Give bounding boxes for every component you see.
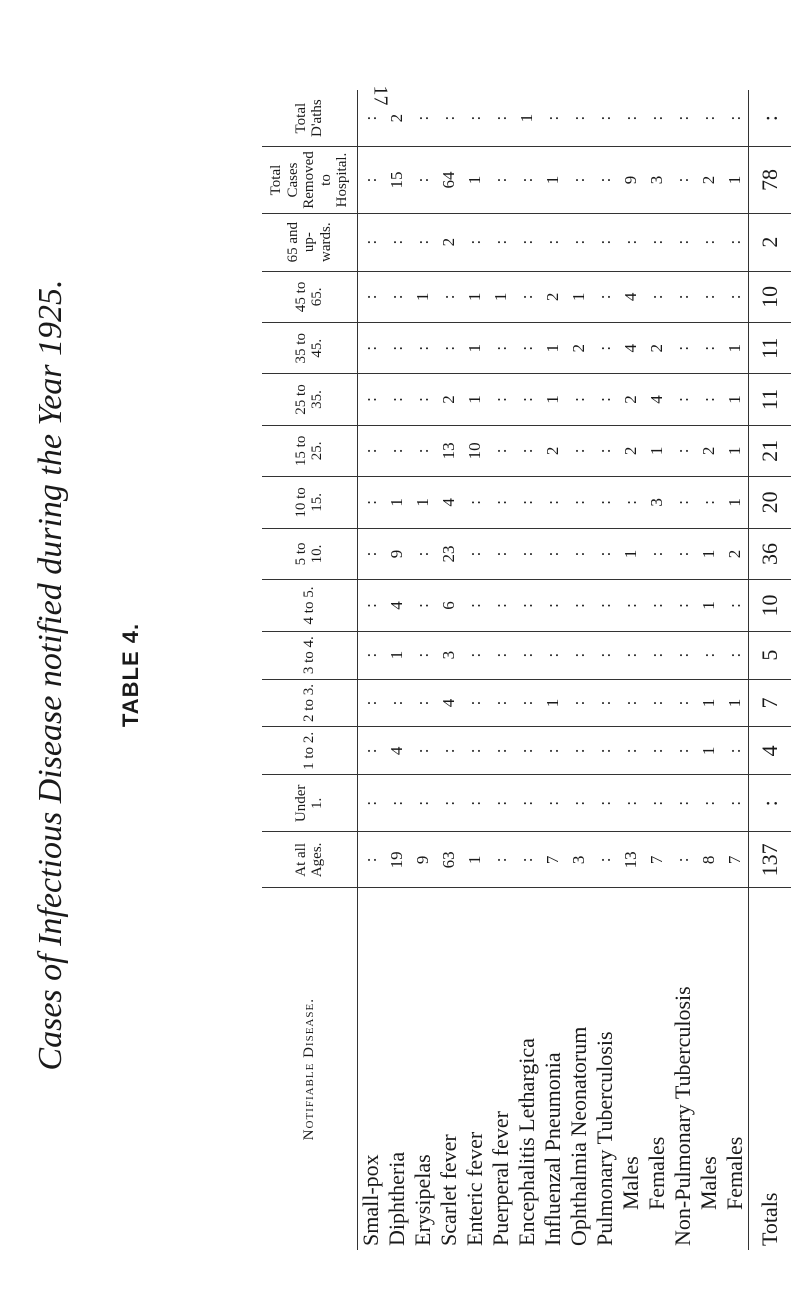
table-cell: : [592,477,618,529]
table-cell: : [592,271,618,323]
table-cell: : [514,528,540,580]
table-cell: : [462,528,488,580]
table-cell: : [462,213,488,271]
table-cell: : [410,147,436,213]
table-cell: : [670,147,696,213]
table-cell: 4 [384,727,410,775]
table-cell: : [670,90,696,147]
totals-cell: 11 [748,323,791,374]
totals-cell: 20 [748,477,791,529]
table-cell: 1 [514,90,540,147]
table-cell: 1 [696,679,722,727]
table-cell: : [696,631,722,679]
table-cell: 1 [384,477,410,529]
table-cell: : [566,213,592,271]
table-cell: : [592,528,618,580]
totals-cell: 10 [748,580,791,632]
table-cell: : [514,631,540,679]
disease-name: Diphtheria [383,1151,409,1246]
disease-name: Enteric fever [461,1131,487,1246]
table-cell: 1 [462,323,488,374]
table-cell: : [384,425,410,477]
table-cell: : [670,832,696,888]
table-cell: : [514,775,540,832]
table-cell: 1 [722,374,749,425]
table-label: TABLE 4. [118,622,143,728]
table-cell: 1 [722,425,749,477]
table-cell: 7 [540,832,566,888]
header-2-3: 2 to 3. [262,679,357,727]
header-5-10: 5 to 10. [262,528,357,580]
table-cell: 1 [696,727,722,775]
table-cell: : [566,775,592,832]
table-cell: 2 [696,147,722,213]
table-cell: : [462,775,488,832]
table-cell: : [670,679,696,727]
table-cell: : [644,213,670,271]
table-cell: : [514,580,540,632]
table-cell: 1 [462,271,488,323]
table-cell: 2 [540,425,566,477]
table-cell: : [722,271,749,323]
table-cell: : [696,213,722,271]
header-removed: Total Cases Removed to Hospital. [262,147,357,213]
table-cell: 1 [540,323,566,374]
table-cell: 15 [384,147,410,213]
table-cell: : [566,425,592,477]
table-cell: : [357,679,384,727]
table-cell: : [566,679,592,727]
table-cell: 2 [384,90,410,147]
table-cell: : [488,727,514,775]
table-cell: : [592,631,618,679]
disease-table [262,90,791,1250]
table-row [722,90,749,1250]
table-cell: : [488,374,514,425]
disease-name: Females [643,1136,669,1210]
table-body [357,90,791,1250]
totals-cell: 5 [748,631,791,679]
totals-cell: 4 [748,727,791,775]
totals-cell: : [748,90,791,147]
table-cell: : [357,631,384,679]
table-cell: 1 [462,374,488,425]
table-cell: : [592,147,618,213]
table-cell: : [540,213,566,271]
table-cell: : [357,323,384,374]
table-cell: : [722,727,749,775]
table-cell: : [670,775,696,832]
table-cell: : [514,477,540,529]
table-cell: : [410,528,436,580]
table-cell: : [410,631,436,679]
table-cell: : [618,477,644,529]
table-cell: : [436,271,462,323]
table-cell: 9 [384,528,410,580]
table-row [696,90,722,1250]
table-cell: 4 [644,374,670,425]
table-row [644,90,670,1250]
table-cell: : [514,323,540,374]
table-cell: 3 [644,477,670,529]
table-cell: : [592,323,618,374]
table-cell: 4 [436,477,462,529]
header-deaths: Total D'aths [262,90,357,147]
table-cell: : [357,580,384,632]
table-cell: : [592,213,618,271]
table-cell: : [644,90,670,147]
table-cell: : [618,90,644,147]
table-cell: 1 [410,477,436,529]
table-cell: 1 [722,477,749,529]
table-cell: 19 [384,832,410,888]
table-cell: : [514,147,540,213]
table-cell: 13 [436,425,462,477]
table-cell: : [410,374,436,425]
table-cell: : [410,213,436,271]
table-cell: : [722,580,749,632]
table-cell: 1 [540,374,566,425]
table-cell: 3 [436,631,462,679]
totals-cell: 11 [748,374,791,425]
table-row [436,90,462,1250]
header-row [262,90,357,1250]
table-cell: 1 [462,832,488,888]
table-cell: : [670,425,696,477]
table-cell: : [670,477,696,529]
table-cell: : [592,374,618,425]
table-cell: : [644,679,670,727]
table-cell: : [357,775,384,832]
table-cell: : [410,775,436,832]
table-cell: 8 [696,832,722,888]
table-cell: : [696,374,722,425]
disease-name: Females [721,1136,747,1210]
table-row [384,90,410,1250]
header-3-4: 3 to 4. [262,631,357,679]
table-cell: : [514,425,540,477]
table-cell: 1 [696,528,722,580]
table-cell: 2 [618,425,644,477]
table-cell: 64 [436,147,462,213]
table-cell: 4 [618,271,644,323]
table-cell: : [357,425,384,477]
table-cell: 2 [566,323,592,374]
table-row [488,90,514,1250]
table-cell: : [566,580,592,632]
table-cell: : [384,374,410,425]
table-cell: : [644,580,670,632]
table-cell: : [462,631,488,679]
table-cell: 2 [540,271,566,323]
table-cell: 2 [696,425,722,477]
table-cell: 9 [618,147,644,213]
table-cell: 2 [644,323,670,374]
table-cell: 4 [618,323,644,374]
table-cell: : [514,727,540,775]
table-cell: : [670,727,696,775]
table-cell: 1 [540,147,566,213]
table-cell: : [357,528,384,580]
table-cell: : [644,631,670,679]
table-cell: : [436,775,462,832]
table-cell: : [644,727,670,775]
table-cell: : [488,631,514,679]
table-cell: : [566,147,592,213]
table-cell: : [696,271,722,323]
disease-name: Erysipelas [409,1154,435,1246]
table-cell: : [436,727,462,775]
table-cell: : [566,528,592,580]
header-all-ages: At all Ages. [262,832,357,888]
table-cell: : [410,90,436,147]
table-cell: : [722,90,749,147]
table-cell: : [540,477,566,529]
table-cell: : [357,832,384,888]
totals-cell: 21 [748,425,791,477]
table-cell: : [410,580,436,632]
table-cell: : [488,90,514,147]
table-cell: 63 [436,832,462,888]
table-cell: : [592,832,618,888]
table-cell: 1 [462,147,488,213]
table-cell: : [514,271,540,323]
table-cell: 1 [384,631,410,679]
table-cell: : [488,213,514,271]
table-cell: : [566,631,592,679]
table-cell: : [592,679,618,727]
table-cell: : [722,213,749,271]
table-cell: : [357,271,384,323]
table-row [670,90,696,1250]
table-cell: : [722,631,749,679]
table-cell: : [462,580,488,632]
table-cell: : [384,323,410,374]
table-row [618,90,644,1250]
table-cell: : [644,271,670,323]
disease-name: Males [617,1156,643,1210]
table-cell: : [670,580,696,632]
table-cell: : [540,631,566,679]
header-10-15: 10 to 15. [262,477,357,529]
totals-cell: 2 [748,213,791,271]
table-cell: 9 [410,832,436,888]
disease-name: Ophthalmia Neonatorum [565,1026,591,1246]
header-4-5: 4 to 5. [262,580,357,632]
table-cell: : [488,147,514,213]
table-cell: : [592,90,618,147]
table-cell: : [696,775,722,832]
table-row [540,90,566,1250]
table-cell: : [488,679,514,727]
totals-label: Totals [748,888,791,1250]
table-cell: : [618,580,644,632]
table-cell: 23 [436,528,462,580]
table-cell: : [410,425,436,477]
table-cell: : [540,775,566,832]
disease-name: Encephalitis Lethargica [513,1038,539,1246]
disease-name: Small-pox [357,1154,383,1246]
table-cell: : [696,90,722,147]
table-cell: 3 [566,832,592,888]
table-row [514,90,540,1250]
totals-cell: : [748,775,791,832]
table-cell: 2 [436,213,462,271]
table-cell: 1 [696,580,722,632]
header-disease: Notifiable Disease. [262,888,357,1250]
table-cell: : [384,775,410,832]
table-cell: 1 [566,271,592,323]
table-cell: : [592,775,618,832]
table-cell: : [488,477,514,529]
table-cell: 13 [618,832,644,888]
table-cell: : [618,631,644,679]
table-cell: : [357,727,384,775]
rotated-page [12,80,782,1280]
table-cell: : [540,528,566,580]
table-cell: : [670,271,696,323]
table-cell: : [514,832,540,888]
table-cell: : [670,213,696,271]
header-15-25: 15 to 25. [262,425,357,477]
table-cell: 1 [540,679,566,727]
table-cell: 1 [410,271,436,323]
table-cell: : [436,323,462,374]
table-cell: 6 [436,580,462,632]
table-cell: : [670,631,696,679]
totals-row [748,90,791,1250]
table-cell: 3 [644,147,670,213]
totals-cell: 137 [748,832,791,888]
header-1-2: 1 to 2. [262,727,357,775]
table-cell: 2 [618,374,644,425]
table-row [566,90,592,1250]
table-cell: : [592,425,618,477]
table-cell: : [540,727,566,775]
table-cell: : [488,580,514,632]
table-row [357,90,384,1250]
table-cell: : [384,679,410,727]
disease-name: Non-Pulmonary Tuberculosis [669,986,695,1246]
table-row [462,90,488,1250]
table-cell: : [410,679,436,727]
table-cell: 1 [722,679,749,727]
table-cell: : [618,679,644,727]
table-cell: : [488,323,514,374]
disease-name: Influenzal Pneumonia [539,1052,565,1246]
table-cell: : [462,679,488,727]
table-cell: : [566,90,592,147]
table-title: Cases of Infectious Disease notified during the Year 1925. [32,279,69,1071]
table-cell: : [618,775,644,832]
header-25-35: 25 to 35. [262,374,357,425]
header-under-1: Under 1. [262,775,357,832]
header-65-up: 65 and up-wards. [262,213,357,271]
table-cell: : [618,727,644,775]
totals-cell: 7 [748,679,791,727]
table-cell: 1 [644,425,670,477]
table-cell: 4 [436,679,462,727]
table-cell: : [410,323,436,374]
table-cell: : [696,323,722,374]
table-cell: : [488,775,514,832]
table-cell: : [540,90,566,147]
table-cell: : [514,679,540,727]
table-cell: : [357,374,384,425]
table-row [592,90,618,1250]
table-cell: : [566,477,592,529]
header-35-45: 35 to 45. [262,323,357,374]
totals-cell: 10 [748,271,791,323]
table-cell: : [514,213,540,271]
table-cell: : [462,90,488,147]
table-cell: : [410,727,436,775]
disease-name: Scarlet fever [435,1134,461,1246]
table-cell: : [644,528,670,580]
table-cell: : [514,374,540,425]
table-cell: : [592,580,618,632]
disease-name: Males [695,1156,721,1210]
table-cell: : [488,425,514,477]
table-cell: : [696,477,722,529]
table-cell: : [566,374,592,425]
table-cell: : [384,271,410,323]
table-cell: 1 [618,528,644,580]
table-cell: 10 [462,425,488,477]
table-cell: : [462,727,488,775]
table-cell: 1 [722,147,749,213]
table-cell: : [488,528,514,580]
table-cell: : [670,374,696,425]
table-cell: : [357,477,384,529]
table-cell: 1 [488,271,514,323]
disease-name: Pulmonary Tuberculosis [591,1031,617,1246]
table-cell: : [436,90,462,147]
disease-name: Puerperal fever [487,1111,513,1246]
table-cell: : [670,323,696,374]
table-cell: : [488,832,514,888]
header-45-65: 45 to 65. [262,271,357,323]
table-cell: : [462,477,488,529]
table-row [410,90,436,1250]
table-cell: : [357,90,384,147]
table-cell: 2 [722,528,749,580]
table-cell: : [384,213,410,271]
table-cell: : [670,528,696,580]
table-cell: : [618,213,644,271]
table-cell: : [592,727,618,775]
table-cell: : [566,727,592,775]
table-cell: : [644,775,670,832]
table-cell: 1 [722,323,749,374]
table-cell: : [357,213,384,271]
table-cell: 7 [644,832,670,888]
table-cell: 2 [436,374,462,425]
table-cell: 7 [722,832,749,888]
table-cell: : [722,775,749,832]
totals-cell: 36 [748,528,791,580]
table-cell: : [357,147,384,213]
table-cell: : [540,580,566,632]
page-number: 17 [369,85,392,106]
totals-cell: 78 [748,147,791,213]
table-cell: 4 [384,580,410,632]
